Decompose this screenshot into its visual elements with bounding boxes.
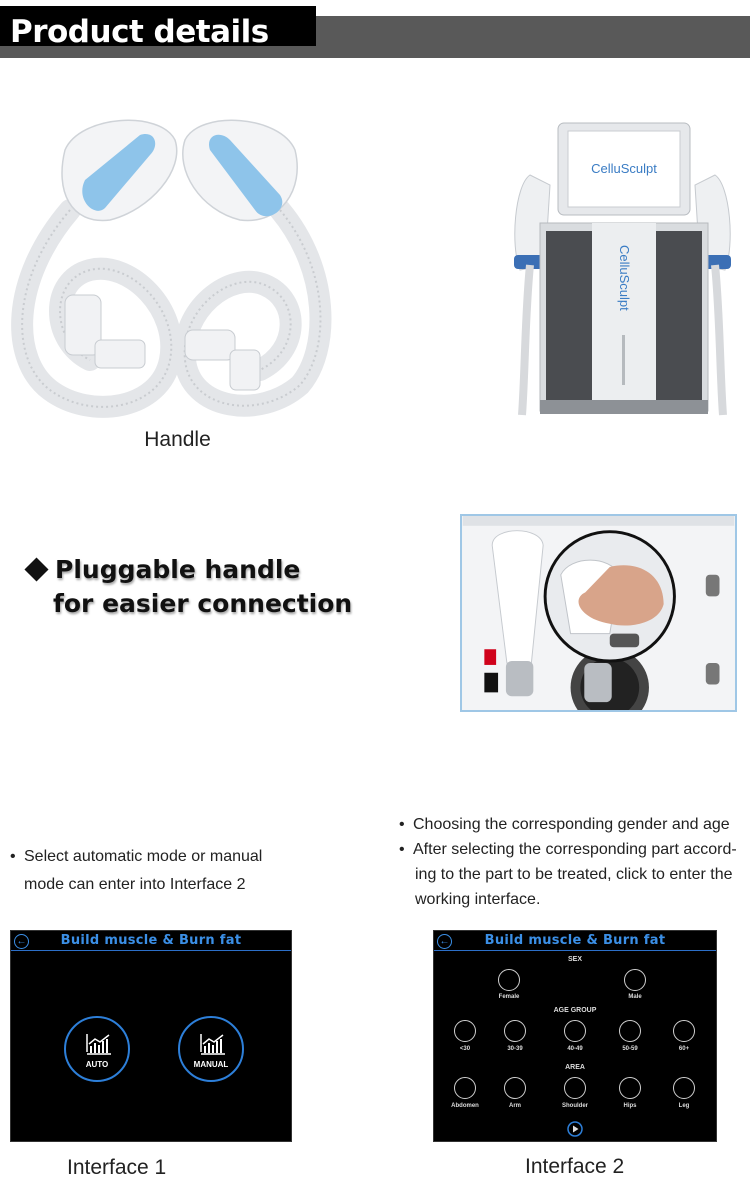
manual-mode-button[interactable]: [178, 1016, 244, 1082]
feature-line-2: for easier connection: [53, 589, 353, 618]
sex-section-label: SEX: [567, 956, 582, 963]
interface2-screen: [433, 930, 717, 1142]
page-title: Product details: [10, 14, 269, 50]
age-option[interactable]: [564, 1020, 586, 1042]
sex-option-female-label: Female: [498, 994, 520, 1000]
age-option-label: 50-59: [622, 1046, 638, 1052]
screen-title: Build muscle & Burn fat: [60, 933, 242, 948]
machine-image: [510, 115, 735, 420]
feature-line-1: Pluggable handle: [55, 555, 301, 584]
interface1-description: [10, 843, 310, 899]
chart-icon: [199, 1032, 227, 1056]
auto-mode-button[interactable]: [64, 1016, 130, 1082]
age-option[interactable]: [504, 1020, 526, 1042]
area-option-label: Arm: [508, 1103, 521, 1109]
body-brand: CelluSculpt: [617, 245, 632, 311]
screen-brand: CelluSculpt: [591, 161, 657, 176]
age-option-label: 60+: [678, 1046, 690, 1052]
age-option[interactable]: [673, 1020, 695, 1042]
age-option-label: 30-39: [507, 1046, 523, 1052]
screen-title-bar: [434, 931, 716, 951]
sex-option-male-label: Male: [628, 994, 642, 1000]
interface1-screen: [10, 930, 292, 1142]
interface2-bullet2-line1: After selecting the corresponding part accord-: [413, 841, 737, 858]
area-option-label: Hips: [623, 1103, 637, 1109]
bullet-dot: •: [399, 816, 405, 833]
age-option-label: 40-49: [567, 1046, 583, 1052]
age-option[interactable]: [454, 1020, 476, 1042]
handles-image: [10, 100, 350, 430]
handle-label: Handle: [144, 428, 211, 451]
area-option[interactable]: [454, 1077, 476, 1099]
age-option-label: <30: [459, 1046, 471, 1052]
interface2-bullet1: Choosing the corresponding gender and age: [413, 816, 730, 833]
interface1-caption: Interface 1: [67, 1156, 167, 1179]
screen-title-bar: [11, 931, 291, 951]
back-arrow-icon[interactable]: ←: [437, 934, 452, 949]
sex-option-male[interactable]: [624, 969, 646, 991]
age-section-label: AGE GROUP: [553, 1007, 597, 1014]
auto-mode-label: AUTO: [85, 1060, 109, 1069]
bullet-dot: •: [10, 848, 16, 865]
header-title-block: [0, 6, 316, 50]
interface2-bullet2-line3: working interface.: [415, 891, 541, 908]
plug-photo: [460, 514, 737, 712]
feature-text: [24, 553, 352, 621]
area-option-label: Abdomen: [451, 1103, 479, 1109]
play-icon[interactable]: [567, 1121, 583, 1137]
screen-title: Build muscle & Burn fat: [484, 933, 666, 948]
bullet-dot: •: [399, 841, 405, 858]
area-section-label: AREA: [565, 1064, 585, 1071]
interface2-description: [399, 812, 744, 912]
area-option-label: Leg: [678, 1103, 690, 1109]
chart-icon: [85, 1032, 113, 1056]
back-arrow-icon[interactable]: ←: [14, 934, 29, 949]
area-option[interactable]: [619, 1077, 641, 1099]
interface1-desc-line2: mode can enter into Interface 2: [24, 876, 246, 893]
area-option[interactable]: [564, 1077, 586, 1099]
manual-mode-label: MANUAL: [193, 1060, 229, 1069]
interface2-bullet2-line2: ing to the part to be treated, click to enter the: [415, 866, 733, 883]
area-option[interactable]: [504, 1077, 526, 1099]
interface2-caption: Interface 2: [525, 1155, 625, 1178]
diamond-bullet-icon: [24, 557, 48, 581]
area-option[interactable]: [673, 1077, 695, 1099]
area-option-label: Shoulder: [561, 1103, 588, 1109]
sex-option-female[interactable]: [498, 969, 520, 991]
age-option[interactable]: [619, 1020, 641, 1042]
interface1-desc-line1: Select automatic mode or manual: [24, 848, 263, 865]
